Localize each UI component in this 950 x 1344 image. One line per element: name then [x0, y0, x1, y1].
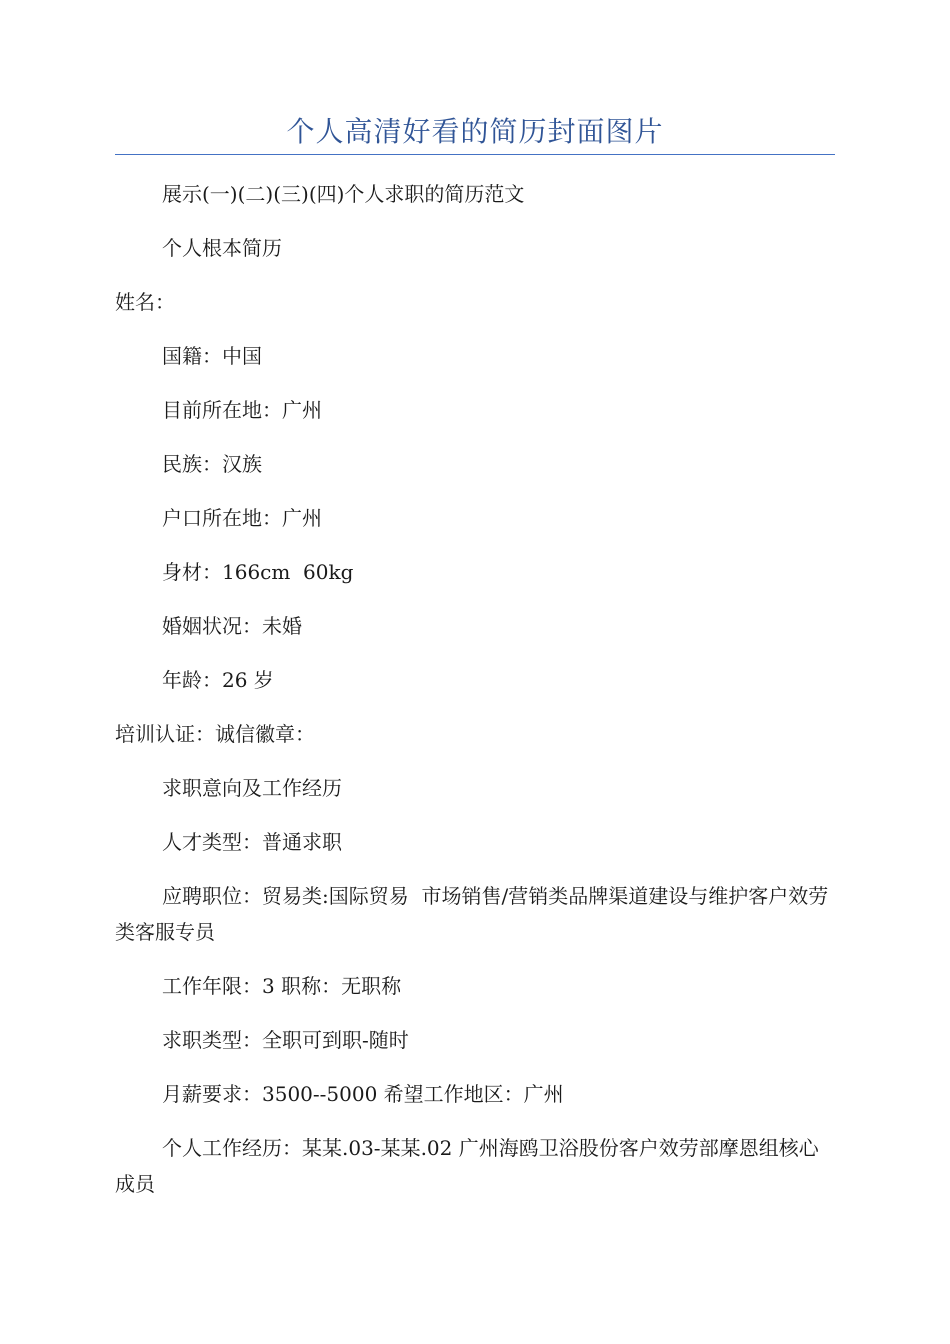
paragraph: 姓名：	[115, 290, 175, 314]
document-title: 个人高清好看的简历封面图片	[286, 115, 664, 148]
paragraph: 目前所在地：广州	[162, 398, 322, 422]
paragraph: 求职类型：全职可到职-随时	[162, 1028, 409, 1052]
paragraph: 应聘职位：贸易类:国际贸易 市场销售/营销类品牌渠道建设与维护客户效劳类客服专员	[115, 884, 829, 944]
paragraph: 培训认证：诚信徽章：	[115, 722, 315, 746]
document-body	[115, 176, 835, 1220]
paragraph: 求职意向及工作经历	[162, 776, 342, 800]
paragraph: 工作年限：3 职称：无职称	[162, 974, 402, 998]
paragraph: 户口所在地：广州	[162, 506, 322, 530]
paragraph: 国籍：中国	[162, 344, 262, 368]
paragraph: 月薪要求：3500--5000 希望工作地区：广州	[162, 1082, 564, 1106]
paragraph: 婚姻状况：未婚	[162, 614, 302, 638]
paragraph: 展示(一)(二)(三)(四)个人求职的简历范文	[162, 182, 525, 206]
paragraph: 个人工作经历：某某.03-某某.02 广州海鸥卫浴股份客户效劳部摩恩组核心成员	[115, 1136, 819, 1196]
paragraph: 身材：166cm 60kg	[162, 560, 354, 584]
paragraph: 个人根本简历	[162, 236, 282, 260]
paragraph: 民族：汉族	[162, 452, 262, 476]
paragraph: 年龄：26 岁	[162, 668, 274, 692]
title-underline	[115, 154, 835, 155]
paragraph: 人才类型：普通求职	[162, 830, 342, 854]
